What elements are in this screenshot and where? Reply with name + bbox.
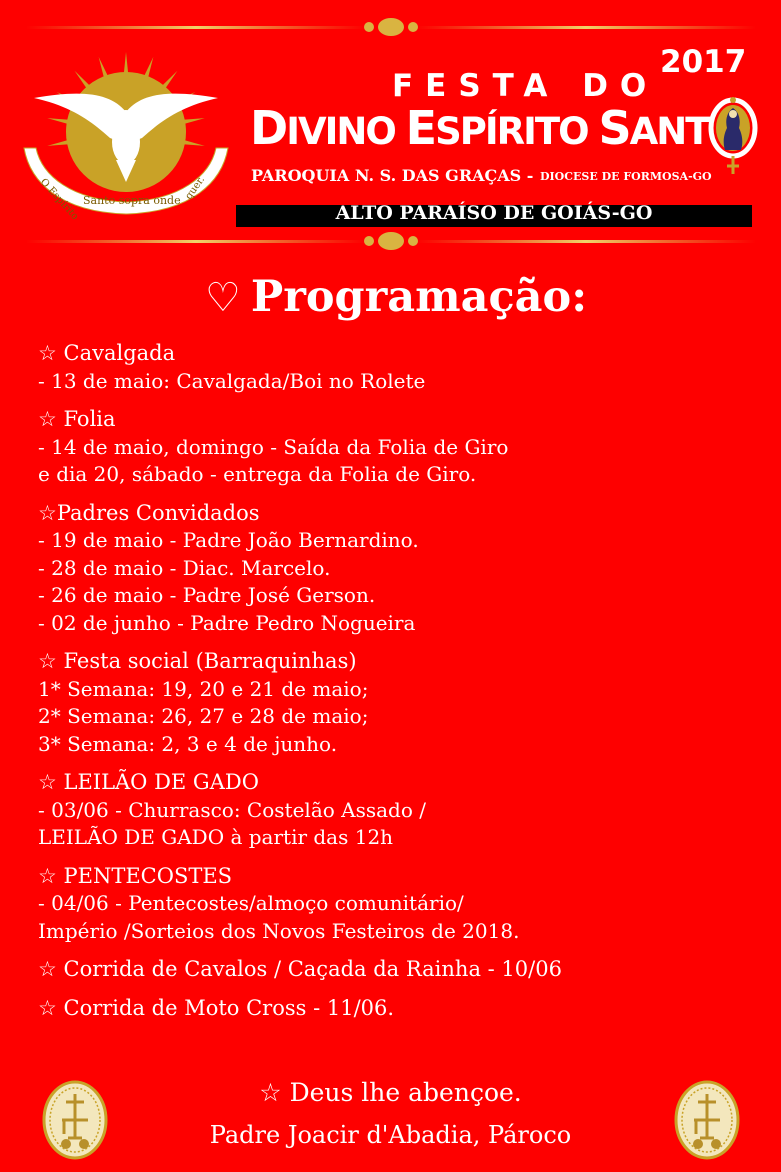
program-title-text: Programação:: [250, 272, 588, 322]
our-lady-medal-icon: [705, 94, 761, 180]
header-city: ALTO PARAÍSO DE GOIÁS-GO: [335, 202, 653, 224]
program-list: [38, 340, 768, 1033]
program-section: [38, 406, 768, 489]
program-section: [38, 340, 768, 395]
footer-signature: Padre Joacir d'Abadia, Pároco: [209, 1121, 572, 1149]
section-heading: ☆ PENTECOSTES: [38, 863, 233, 888]
section-heading: ☆ Corrida de Moto Cross - 11/06.: [38, 995, 395, 1020]
section-line: - 04/06 - Pentecostes/almoço comunitário/: [38, 891, 464, 915]
header-festa-do: FESTA DO: [392, 68, 659, 104]
title-letter-d: D: [250, 101, 287, 155]
logo-banner-mid: Santo sopra onde: [83, 194, 181, 207]
section-line: - 14 de maio, domingo - Saída da Folia de Giro: [38, 434, 509, 459]
title-letter-s: S: [598, 101, 630, 155]
section-line: - 03/06 - Churrasco: Costelão Assado /: [38, 797, 426, 822]
program-section: [38, 500, 768, 638]
heart-icon: ♡: [205, 275, 241, 321]
section-line: - 13 de maio: Cavalgada/Boi no Rolete: [38, 368, 426, 393]
section-heading: ☆ Festa social (Barraquinhas): [38, 649, 357, 673]
section-heading: ☆ Corrida de Cavalos / Caçada da Rainha - 10/06: [38, 957, 562, 981]
logo-banner-left: O Espírito: [37, 176, 81, 222]
section-heading: ☆ Folia: [38, 407, 116, 431]
header-diocese: DIOCESE DE FORMOSA-GO: [540, 170, 712, 183]
header-year: 2017: [660, 44, 747, 80]
title-part-ivino: IVINO: [286, 110, 406, 153]
footer-blessing: ☆ Deus lhe abençoe.: [259, 1078, 522, 1107]
program-section: [38, 863, 768, 946]
dove-emblem-icon: [20, 52, 232, 222]
top-ornament: [26, 14, 756, 40]
section-heading: ☆ Cavalgada: [38, 341, 176, 365]
program-section: [38, 769, 768, 852]
section-heading: ☆ LEILÃO DE GADO: [38, 770, 259, 794]
section-line: - 02 de junho - Padre Pedro Nogueira: [38, 610, 416, 635]
bottom-ornament: [26, 228, 756, 254]
section-line: 1* Semana: 19, 20 e 21 de maio;: [38, 676, 369, 701]
section-heading: ☆Padres Convidados: [38, 500, 260, 525]
header-main-title: [250, 98, 720, 162]
section-line: LEILÃO DE GADO à partir das 12h: [38, 825, 394, 849]
section-line: 3* Semana: 2, 3 e 4 de junho.: [38, 731, 338, 756]
section-line: 2* Semana: 26, 27 e 28 de maio;: [38, 704, 369, 728]
program-section: [38, 648, 768, 758]
section-line: e dia 20, sábado - entrega da Folia de Giro.: [38, 462, 477, 486]
title-part-ant: ANT: [629, 110, 709, 153]
section-line: - 28 de maio - Diac. Marcelo.: [38, 555, 331, 580]
title-letter-e: E: [405, 101, 436, 155]
header-paroquia: PAROQUIA N. S. DAS GRAÇAS -: [251, 166, 534, 185]
program-section: [38, 995, 768, 1023]
section-line: - 26 de maio - Padre José Gerson.: [38, 583, 376, 607]
section-line: Império /Sorteios dos Novos Festeiros de 2018.: [38, 918, 520, 943]
program-section: [38, 956, 768, 984]
title-part-spirito: SPÍRITO: [435, 110, 599, 153]
program-title: [205, 272, 587, 322]
logo-banner-right: quer.: [183, 174, 208, 202]
section-line: - 19 de maio - Padre João Bernardino.: [38, 528, 419, 552]
